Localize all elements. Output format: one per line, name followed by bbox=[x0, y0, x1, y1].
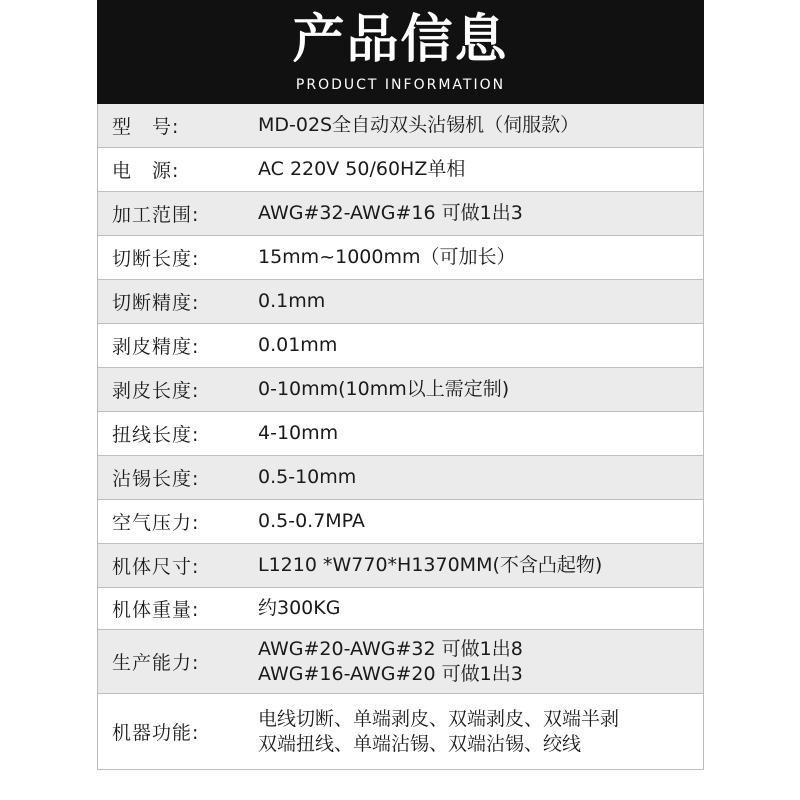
spec-label: 机体尺寸: bbox=[112, 556, 200, 578]
spec-label: 电 源: bbox=[112, 160, 180, 182]
spec-value bbox=[248, 368, 703, 411]
spec-value bbox=[248, 694, 703, 769]
spec-label: 沾锡长度: bbox=[112, 468, 200, 490]
spec-value-line: MD-02S全自动双头沾锡机（伺服款） bbox=[258, 114, 580, 136]
spec-row bbox=[98, 588, 703, 630]
spec-value bbox=[248, 544, 703, 587]
spec-value-line: 0.5-0.7MPA bbox=[258, 510, 365, 532]
spec-value bbox=[248, 104, 703, 147]
spec-row bbox=[98, 500, 703, 544]
spec-value bbox=[248, 588, 703, 629]
spec-row bbox=[98, 192, 703, 236]
spec-row bbox=[98, 280, 703, 324]
spec-value-line: 0-10mm(10mm以上需定制) bbox=[258, 378, 510, 400]
spec-row bbox=[98, 148, 703, 192]
spec-value-line: 0.01mm bbox=[258, 334, 338, 356]
spec-value bbox=[248, 412, 703, 455]
spec-value bbox=[248, 148, 703, 191]
spec-row bbox=[98, 412, 703, 456]
spec-value-line: 15mm~1000mm（可加长） bbox=[258, 246, 516, 268]
spec-table bbox=[97, 104, 704, 770]
spec-label: 扭线长度: bbox=[112, 424, 200, 446]
page-subtitle: PRODUCT INFORMATION bbox=[295, 77, 506, 93]
spec-label: 加工范围: bbox=[112, 204, 200, 226]
spec-row bbox=[98, 324, 703, 368]
spec-value-line: 0.1mm bbox=[258, 290, 326, 312]
spec-value-line: 双端扭线、单端沾锡、双端沾锡、绞线 bbox=[258, 732, 582, 755]
spec-label: 生产能力: bbox=[112, 652, 200, 674]
spec-value-line: L1210 *W770*H1370MM(不含凸起物) bbox=[258, 554, 603, 576]
spec-label: 剥皮长度: bbox=[112, 380, 200, 402]
spec-value-line: 约300KG bbox=[258, 597, 341, 619]
spec-label: 切断长度: bbox=[112, 248, 200, 270]
spec-value bbox=[248, 324, 703, 367]
spec-label: 机器功能: bbox=[112, 722, 200, 744]
spec-label: 空气压力: bbox=[112, 512, 200, 534]
spec-value bbox=[248, 192, 703, 235]
header-banner bbox=[97, 0, 704, 104]
spec-label: 切断精度: bbox=[112, 292, 200, 314]
spec-value-line: 4-10mm bbox=[258, 422, 339, 444]
spec-row bbox=[98, 456, 703, 500]
spec-value-line: 电线切断、单端剥皮、双端剥皮、双端半剥 bbox=[258, 707, 620, 730]
spec-label: 机体重量: bbox=[112, 599, 200, 621]
spec-value-line: AWG#16-AWG#20 可做1出3 bbox=[258, 662, 523, 685]
spec-row bbox=[98, 694, 703, 770]
spec-value-line: AWG#20-AWG#32 可做1出8 bbox=[258, 637, 523, 660]
spec-value bbox=[248, 630, 703, 693]
page-title: 产品信息 bbox=[292, 10, 509, 70]
spec-value bbox=[248, 500, 703, 543]
spec-row bbox=[98, 630, 703, 694]
spec-row bbox=[98, 544, 703, 588]
spec-value bbox=[248, 236, 703, 279]
spec-value bbox=[248, 280, 703, 323]
spec-row bbox=[98, 368, 703, 412]
spec-label: 剥皮精度: bbox=[112, 336, 200, 358]
spec-value-line: AWG#32-AWG#16 可做1出3 bbox=[258, 202, 523, 224]
spec-label: 型 号: bbox=[112, 116, 180, 138]
spec-value-line: 0.5-10mm bbox=[258, 466, 357, 488]
spec-value-line: AC 220V 50/60HZ单相 bbox=[258, 158, 466, 180]
spec-row bbox=[98, 236, 703, 280]
spec-value bbox=[248, 456, 703, 499]
spec-row bbox=[98, 104, 703, 148]
